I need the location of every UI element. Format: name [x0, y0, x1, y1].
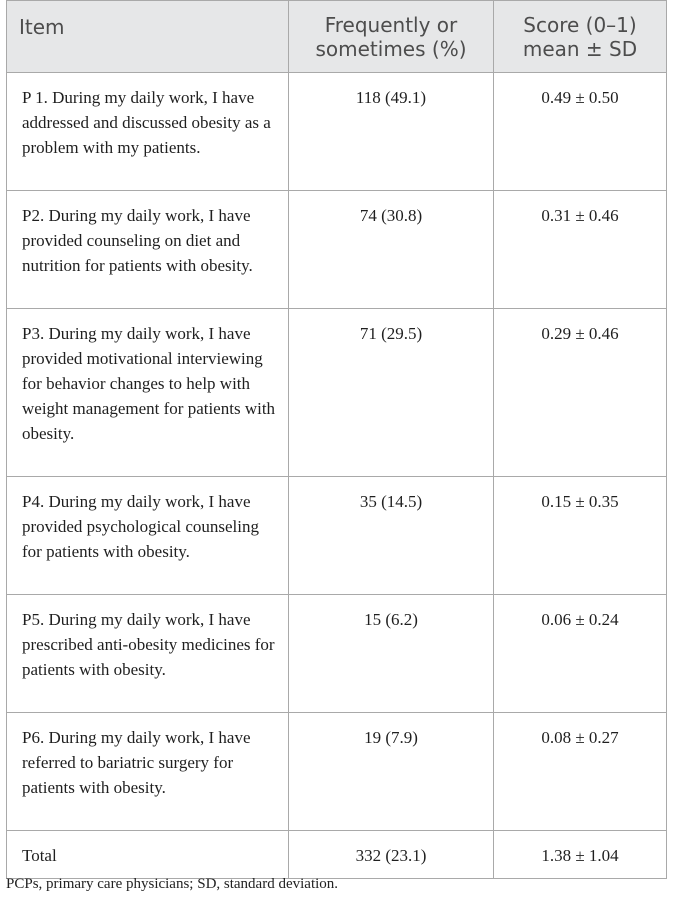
frequency-cell: 74 (30.8)	[289, 191, 494, 309]
item-cell: P6. During my daily work, I have referred to bariatric surgery for patients with obesity.	[7, 713, 289, 831]
results-table	[6, 0, 667, 879]
frequency-cell: 118 (49.1)	[289, 73, 494, 191]
table-row	[7, 713, 667, 831]
item-cell: P3. During my daily work, I have provided motivational interviewing for behavior changes to help with weight management for patients with obesity.	[7, 309, 289, 477]
header-row	[7, 1, 667, 73]
header-score	[494, 1, 667, 73]
score-cell: 0.06 ± 0.24	[494, 595, 667, 713]
total-score-cell: 1.38 ± 1.04	[494, 831, 667, 879]
header-frequency-line2: sometimes (%)	[315, 36, 467, 61]
frequency-cell: 15 (6.2)	[289, 595, 494, 713]
item-cell: P5. During my daily work, I have prescribed anti-obesity medicines for patients with obesity.	[7, 595, 289, 713]
table-footnote: PCPs, primary care physicians; SD, standard deviation.	[6, 876, 339, 892]
item-cell: P4. During my daily work, I have provided psychological counseling for patients with obesity.	[7, 477, 289, 595]
total-frequency-cell: 332 (23.1)	[289, 831, 494, 879]
item-cell: P2. During my daily work, I have provided counseling on diet and nutrition for patients with obesity.	[7, 191, 289, 309]
table-row	[7, 191, 667, 309]
score-cell: 0.29 ± 0.46	[494, 309, 667, 477]
header-item: Item	[7, 1, 289, 73]
frequency-cell: 35 (14.5)	[289, 477, 494, 595]
item-cell: P 1. During my daily work, I have addressed and discussed obesity as a problem with my patients.	[7, 73, 289, 191]
score-cell: 0.31 ± 0.46	[494, 191, 667, 309]
total-row	[7, 831, 667, 879]
score-cell: 0.15 ± 0.35	[494, 477, 667, 595]
table-row	[7, 73, 667, 191]
score-cell: 0.08 ± 0.27	[494, 713, 667, 831]
total-label-cell: Total	[7, 831, 289, 879]
table-body	[7, 73, 667, 879]
table-row	[7, 477, 667, 595]
header-frequency-line1: Frequently or	[324, 12, 458, 37]
table-row	[7, 595, 667, 713]
frequency-cell: 71 (29.5)	[289, 309, 494, 477]
table-header	[7, 1, 667, 73]
header-score-line2: mean ± SD	[522, 36, 638, 61]
table-row	[7, 309, 667, 477]
score-cell: 0.49 ± 0.50	[494, 73, 667, 191]
header-score-line1: Score (0–1)	[523, 12, 637, 37]
frequency-cell: 19 (7.9)	[289, 713, 494, 831]
header-frequency	[289, 1, 494, 73]
